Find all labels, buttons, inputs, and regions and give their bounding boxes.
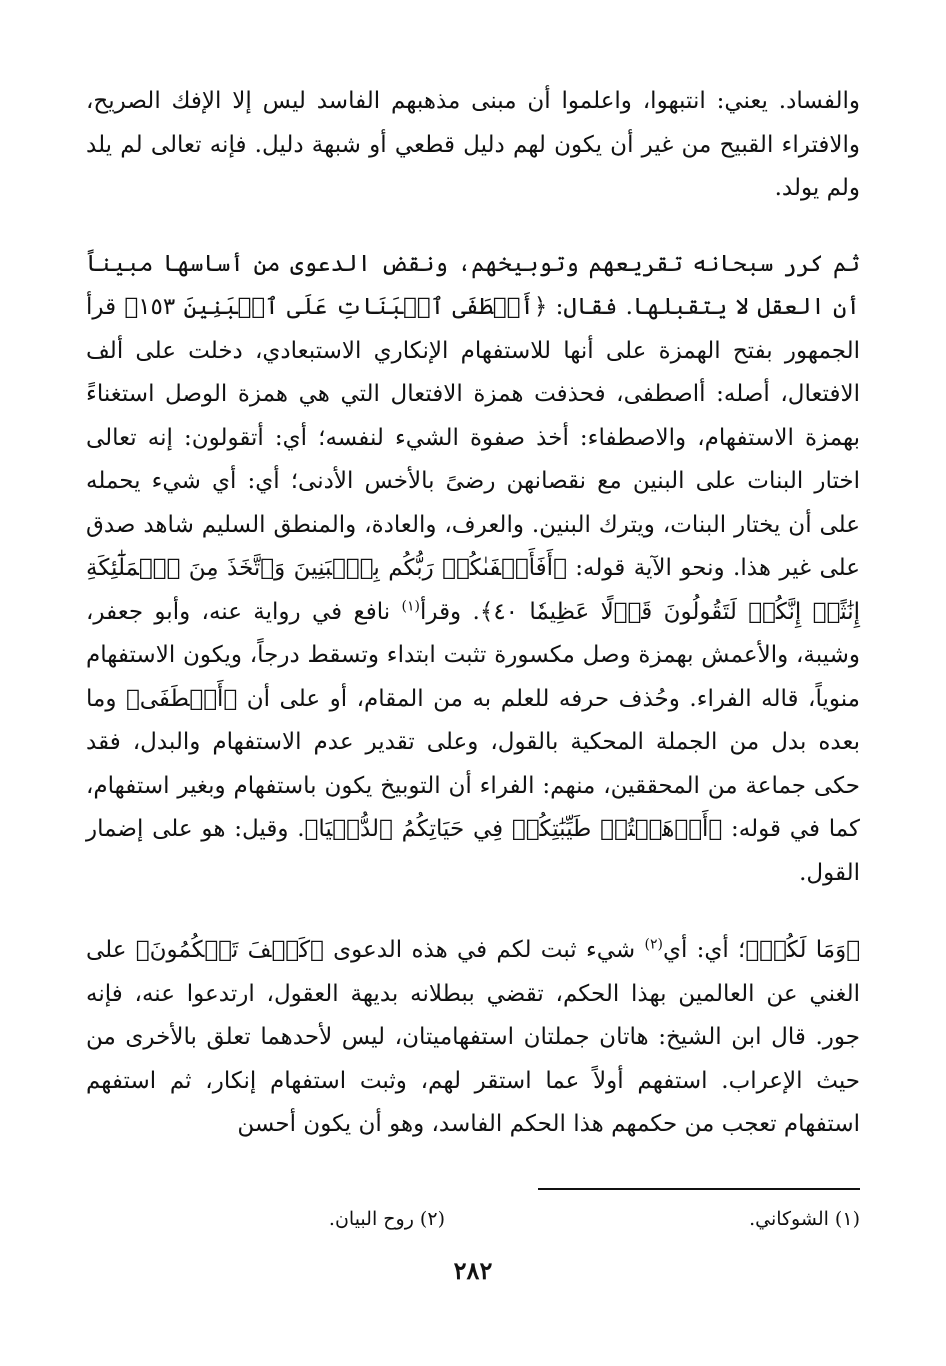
paragraph-2-text-a: ثم كرر سبحانه تقريعهم وتوبيخهم، ونقض الدعوى من أساسها مبيناً أن العقل لا يتقبلها. فقال: ﴿أَصۡطَفَى ٱلۡبَنَاتِ عَلَى ٱلۡبَنِينَ ١٥٣﴾ قرأ الجمهور بفتح الهمزة على أنها للاستفهام الإنكاري الاستبعادي، دخلت على ألف الافتعال، أصله: أاصطفى، فحذفت همزة الافتعال التي هي همزة الوصل استغناءً بهمزة الاستفهام، والاصطفاء: أخذ صفوة الشيء لنفسه؛ أي: أتقولون: إنه تعالى اختار البنات على البنين مع نقصانهن رضىً بالأخس الأدنى؛ أي: أي شيء يحمله على أن يختار البنات، ويترك البنين. والعرف، والعادة، والمنطق السليم شاهد صدق على غير هذا. ونحو الآية قوله: ﴿أَفَأَصۡفَىٰكُمۡ رَبُّكُم بِٱلۡبَنِينَ وَٱتَّخَذَ مِنَ ٱلۡمَلَٰٓئِكَةِ إِنَٰثًاۚ إِنَّكُمۡ لَتَقُولُونَ قَوۡلًا عَظِيمٗا ٤٠﴾. وقرأ (86, 250, 861, 625)
footnote-1: (١) الشوكاني. (749, 1208, 860, 1230)
footnote-ref-1: (١) (401, 597, 420, 614)
paragraph-2-text-b: نافع في رواية عنه، وأبو جعفر، وشيبة، والأعمش بهمزة وصل مكسورة تثبت ابتداء وتسقط درجاً، ويكون الاستفهام منوياً، قاله الفراء. وحُذف حرفه للعلم به من المقام، أو على أن ﴿أَصۡطَفَى﴾ وما بعده بدل من الجملة المحكية بالقول، وعلى تقدير عدم الاستفهام والبدل، فقد حكى جماعة من المحققين، منهم: الفراء أن التوبيخ يكون باستفهام وبغير استفهام، كما في قوله: ﴿أَذۡهَبۡتُمۡ طَيِّبَٰتِكُمۡ فِي حَيَاتِكُمُ ٱلدُّنۡيَا﴾. وقيل: هو على إضمار القول. (86, 598, 860, 886)
paragraph-gap (86, 895, 860, 929)
page-number: ٢٨٢ (453, 1256, 493, 1285)
paragraph-3 (86, 929, 860, 1147)
paragraph-1: والفساد. يعني: انتبهوا، واعلموا أن مبنى مذهبهم الفاسد ليس إلا الإفك الصريح، والافتراء القبيح من غير أن يكون لهم دليل قطعي أو شبهة دليل. فإنه تعالى لم يلد ولم يولد. (86, 88, 860, 201)
paragraph-3-text-b: شيء ثبت لكم في هذه الدعوى ﴿كَيۡفَ تَحۡكُمُونَ﴾ على الغني عن العالمين بهذا الحكم، تقضي ببطلانه بديهة العقول، ارتدعوا عنه، فإنه جور. قال ابن الشيخ: هاتان جملتان استفهاميتان، ليس لأحدهما تعلق بالأخرى من حيث الإعراب. استفهم أولاً عما استقر لهم، وثبت استفهام إنكار، ثم استفهم استفهام تعجب من حكمهم هذا الحكم الفاسد، وهو أن يكون أحسن (86, 937, 860, 1137)
paragraph-3-text-a: ﴿وَمَا لَكُمۡ﴾؛ أي: أي (662, 937, 860, 963)
footnote-ref-2: (٢) (644, 936, 663, 953)
paragraph-2 (86, 243, 860, 896)
footnote-2: (٢) روح البيان. (328, 1208, 445, 1230)
footnote-separator (538, 1188, 860, 1190)
paragraph-gap (86, 211, 860, 243)
